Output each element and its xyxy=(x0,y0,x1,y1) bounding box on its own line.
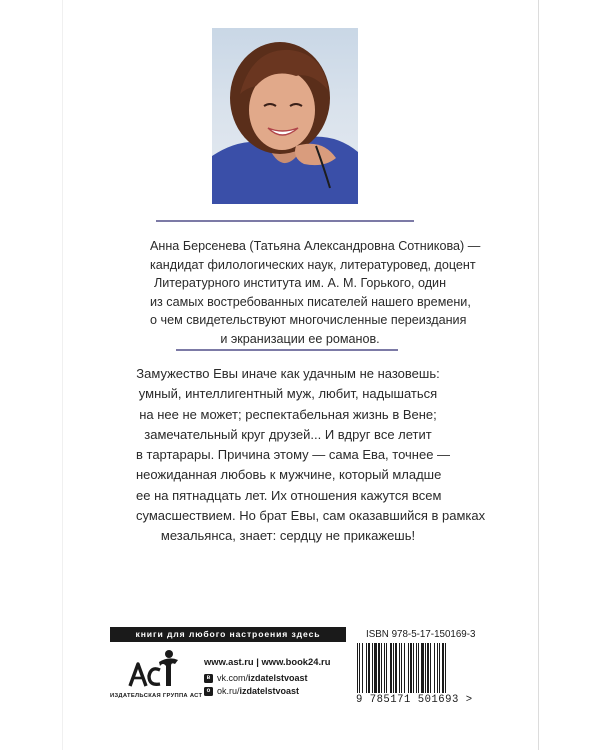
blurb-line: в тартарары. Причина этому — сама Ева, точнее — xyxy=(136,447,451,463)
book-blurb xyxy=(136,364,486,547)
cover-right-edge xyxy=(538,0,539,750)
barcode-bar xyxy=(401,643,402,693)
barcode-bar xyxy=(445,643,446,693)
tagline-banner: книги для любого настроения здесь xyxy=(110,627,346,642)
barcode-bar xyxy=(374,643,377,693)
website-links[interactable]: www.ast.ru | www.book24.ru xyxy=(204,656,331,667)
barcode-bar xyxy=(442,643,444,693)
barcode-bar xyxy=(357,643,358,693)
bio-line: и экранизации ее романов. xyxy=(220,331,380,346)
barcode-bar xyxy=(368,643,370,693)
divider-middle xyxy=(176,349,398,351)
ok-icon: о xyxy=(204,687,213,696)
barcode-bar xyxy=(425,643,426,693)
barcode-bar xyxy=(359,643,360,693)
bio-line: кандидат филологических наук, литературовед, доцент xyxy=(150,257,476,272)
author-portrait-photo xyxy=(212,28,358,204)
barcode-bar xyxy=(439,643,440,693)
blurb-line: на нее не может; респектабельная жизнь в Вене; xyxy=(139,406,437,422)
barcode-bar xyxy=(418,643,419,693)
blurb-line: ее на пятнадцать лет. Их отношения кажутся всем xyxy=(136,487,442,503)
barcode-bar xyxy=(404,643,405,693)
bio-line: Анна Берсенева (Татьяна Александровна Сотникова) — xyxy=(150,239,481,253)
bio-line: Литературного института им. А. М. Горького, один xyxy=(153,276,447,291)
blurb-line: умный, интеллигентный муж, любит, надышаться xyxy=(138,386,438,402)
publisher-caption: ИЗДАТЕЛЬСКАЯ ГРУППА АСТ xyxy=(110,693,203,699)
barcode xyxy=(356,643,488,709)
barcode-bar xyxy=(390,643,392,693)
ok-prefix: ok.ru/ xyxy=(217,686,240,696)
ok-link[interactable] xyxy=(204,686,330,696)
barcode-bar xyxy=(393,643,394,693)
barcode-bar xyxy=(427,643,429,693)
barcode-bar xyxy=(430,643,431,693)
barcode-bar xyxy=(421,643,424,693)
barcode-bar xyxy=(416,643,417,693)
blurb-line: неожиданная любовь к мужчине, который младше xyxy=(136,467,442,483)
barcode-bar xyxy=(378,643,380,693)
barcode-bar xyxy=(395,643,397,693)
bio-line: из самых востребованных писателей нашего времени, xyxy=(150,294,471,309)
vk-link[interactable] xyxy=(204,673,330,683)
ok-handle: izdatelstvoast xyxy=(239,686,300,696)
bio-line: о чем свидетельствуют многочисленные переиздания xyxy=(150,313,467,328)
publisher-logo xyxy=(110,648,203,704)
vk-prefix: vk.com/ xyxy=(217,673,249,683)
author-bio xyxy=(150,237,481,349)
barcode-digits: 9 785171 501693 > xyxy=(356,694,473,706)
barcode-bar xyxy=(408,643,409,693)
cover-left-edge xyxy=(62,0,63,750)
barcode-bar xyxy=(434,643,435,693)
barcode-bar xyxy=(372,643,373,693)
author-photo xyxy=(212,28,358,204)
blurb-line: сумасшествием. Но брат Евы, сам оказавшийся в рамках xyxy=(136,508,486,524)
barcode-bar xyxy=(381,643,382,693)
barcode-bar xyxy=(362,643,363,693)
blurb-line: мезальянса, знает: сердцу не прикажешь! xyxy=(160,528,416,544)
barcode-bar xyxy=(399,643,400,693)
barcode-bar xyxy=(386,643,387,693)
barcode-bar xyxy=(384,643,385,693)
divider-top xyxy=(156,220,414,222)
vk-icon: в xyxy=(204,674,213,683)
barcode-bar xyxy=(366,643,367,693)
blurb-line: Замужество Евы иначе как удачным не назовешь: xyxy=(136,366,440,381)
vk-handle: izdatelstvoast xyxy=(248,673,308,683)
barcode-bar xyxy=(413,643,414,693)
barcode-bars xyxy=(356,643,488,693)
barcode-bar xyxy=(437,643,438,693)
isbn-label: ISBN 978-5-17-150169-3 xyxy=(366,629,476,640)
barcode-bar xyxy=(410,643,412,693)
blurb-line: замечательный круг друзей... И вдруг все летит xyxy=(144,426,432,442)
publisher-links xyxy=(204,656,330,696)
ast-logo-icon xyxy=(127,648,179,690)
